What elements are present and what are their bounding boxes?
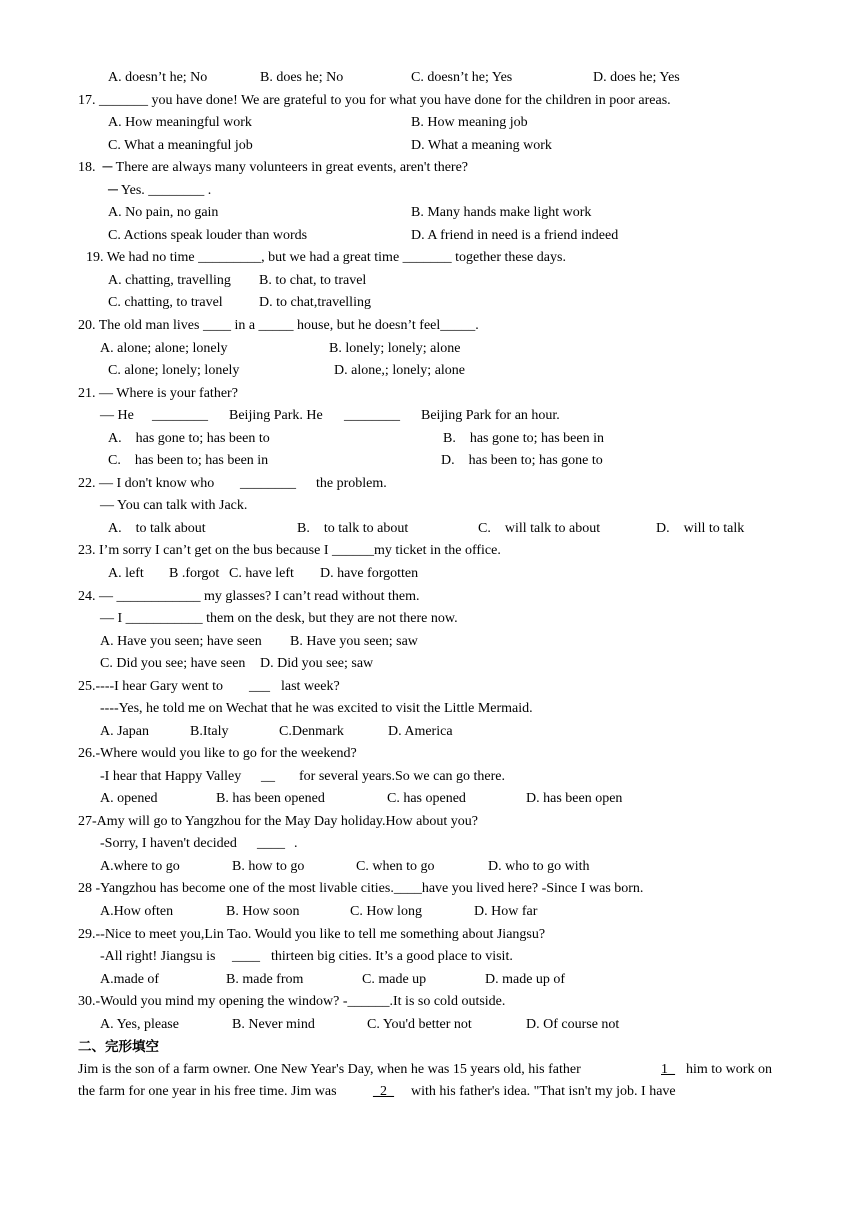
q27-option-a: A.where to go [100,859,180,874]
q21-line2-e: Beijing Park for an hour. [421,408,560,423]
q18-option-c: C. Actions speak louder than words [108,228,308,243]
q30-option-d: D. Of course not [526,1017,620,1032]
q28-option-d: D. How far [474,904,538,919]
q18-option-d: D. A friend in need is a friend indeed [411,228,619,243]
q24-reply: — I ___________ them on the desk, but they are not there now. [100,611,458,626]
q22-option-b: B. to talk to about [297,521,409,536]
q20-option-a: A. alone; alone; lonely [100,341,228,356]
q23-option-b: B .forgot [169,566,220,581]
q24-option-c: C. Did you see; have seen [100,656,246,671]
q22-blank: ________ [240,476,296,491]
q17-stem: 17. _______ you have done! We are grateful to you for what you have done for the children in poor areas. [78,93,671,108]
q18-option-a: A. No pain, no gain [108,205,219,220]
q26-option-d: D. has been open [526,791,623,806]
q29-option-d: D. made up of [485,972,566,987]
q22-option-d: D. will to talk [656,521,745,536]
passage-line1-b: him to work on [686,1062,772,1077]
q20-option-d: D. alone,; lonely; alone [334,363,466,378]
passage-line1-a: Jim is the son of a farm owner. One New Year's Day, when he was 15 years old, his father [78,1062,581,1077]
q30-option-a: A. Yes, please [100,1017,179,1032]
q27-blank: ____ [257,836,285,851]
q25-blank: ___ [249,679,270,694]
q24-option-a: A. Have you seen; have seen [100,634,262,649]
q21-option-c: C. has been to; has been in [108,453,269,468]
passage-line2-a: the farm for one year in his free time. Jim was [78,1084,337,1099]
q28-option-b: B. How soon [226,904,300,919]
q26-option-b: B. has been opened [216,791,325,806]
q19-option-b: B. to chat, to travel [259,273,367,288]
q25-option-d: D. America [388,724,453,739]
q19-option-a: A. chatting, travelling [108,273,231,288]
q26-option-c: C. has opened [387,791,466,806]
q21-option-d: D. has been to; has gone to [441,453,603,468]
q28-option-c: C. How long [350,904,422,919]
q22-option-a: A. to talk about [108,521,206,536]
q16-option-b: B. does he; No [260,70,344,85]
q19-option-c: C. chatting, to travel [108,295,223,310]
q20-option-b: B. lonely; lonely; alone [329,341,461,356]
q29-blank: ____ [232,949,260,964]
q27-stem: 27-Amy will go to Yangzhou for the May Day holiday.How about you? [78,814,478,829]
q19-stem: 19. We had no time _________, but we had a great time _______ together these days. [86,250,566,265]
q24-option-d: D. Did you see; saw [260,656,374,671]
q17-option-b: B. How meaning job [411,115,528,130]
passage-blank-2: _2_ [373,1084,394,1099]
q18-option-b: B. Many hands make light work [411,205,592,220]
q29-option-b: B. made from [226,972,304,987]
q25-stem-a: 25.----I hear Gary went to [78,679,223,694]
q22-option-c: C. will talk to about [478,521,601,536]
q21-blank-1: ________ [152,408,208,423]
q30-option-b: B. Never mind [232,1017,315,1032]
q27-option-c: C. when to go [356,859,435,874]
passage-blank-1: 1_ [661,1062,675,1077]
passage-line2-b: with his father's idea. "That isn't my job. I have [411,1084,676,1099]
q24-option-b: B. Have you seen; saw [290,634,418,649]
q17-option-a: A. How meaningful work [108,115,252,130]
q23-option-c: C. have left [229,566,294,581]
q21-line2-c: Beijing Park. He [229,408,323,423]
q26-reply-c: for several years.So we can go there. [299,769,506,784]
q22-stem-a: 22. — I don't know who [78,476,215,491]
q25-option-c: C.Denmark [279,724,344,739]
q16-option-d: D. does he; Yes [593,70,680,85]
q21-line2-a: — He [100,408,134,423]
q18-stem: 18. ─ There are always many volunteers in great events, aren't there? [78,160,469,175]
q28-stem: 28 -Yangzhou has become one of the most livable cities.____have you lived here? -Since I was born. [78,881,644,896]
q26-option-a: A. opened [100,791,158,806]
q16-option-a: A. doesn’t he; No [108,70,208,85]
q25-reply: ----Yes, he told me on Wechat that he was excited to visit the Little Mermaid. [100,701,533,716]
q21-option-a: A. has gone to; has been to [108,431,270,446]
q21-stem: 21. — Where is your father? [78,386,238,401]
q26-stem: 26.-Where would you like to go for the weekend? [78,746,357,761]
section-heading: 二、完形填空 [78,1039,159,1055]
q25-stem-c: last week? [281,679,340,694]
q23-stem: 23. I’m sorry I can’t get on the bus because I ______my ticket in the office. [78,543,501,558]
q26-reply-a: -I hear that Happy Valley [100,769,242,784]
q26-blank: __ [261,769,275,784]
q27-reply-a: -Sorry, I haven't decided [100,836,237,851]
q22-reply: — You can talk with Jack. [100,498,248,513]
q21-blank-2: ________ [344,408,400,423]
q29-reply-a: -All right! Jiangsu is [100,949,216,964]
q30-option-c: C. You'd better not [367,1017,472,1032]
q20-stem: 20. The old man lives ____ in a _____ house, but he doesn’t feel_____. [78,318,479,333]
q29-stem: 29.--Nice to meet you,Lin Tao. Would you like to tell me something about Jiangsu? [78,927,546,942]
q22-stem-c: the problem. [316,476,387,491]
q27-option-d: D. who to go with [488,859,590,874]
q25-option-b: B.Italy [190,724,229,739]
q29-option-a: A.made of [100,972,160,987]
q23-option-d: D. have forgotten [320,566,419,581]
q24-stem: 24. — ____________ my glasses? I can’t read without them. [78,589,420,604]
q20-option-c: C. alone; lonely; lonely [108,363,240,378]
q23-option-a: A. left [108,566,144,581]
q16-option-c: C. doesn’t he; Yes [411,70,513,85]
q29-option-c: C. made up [362,972,427,987]
q27-reply-c: . [294,836,298,851]
q17-option-c: C. What a meaningful job [108,138,253,153]
q18-reply: ─ Yes. ________ . [108,183,212,198]
q29-reply-c: thirteen big cities. It’s a good place to visit. [271,949,513,964]
q21-option-b: B. has gone to; has been in [443,431,604,446]
q28-option-a: A.How often [100,904,174,919]
q19-option-d: D. to chat,travelling [259,295,371,310]
q27-option-b: B. how to go [232,859,305,874]
q17-option-d: D. What a meaning work [411,138,552,153]
q30-stem: 30.-Would you mind my opening the window? -______.It is so cold outside. [78,994,506,1009]
q25-option-a: A. Japan [100,724,149,739]
